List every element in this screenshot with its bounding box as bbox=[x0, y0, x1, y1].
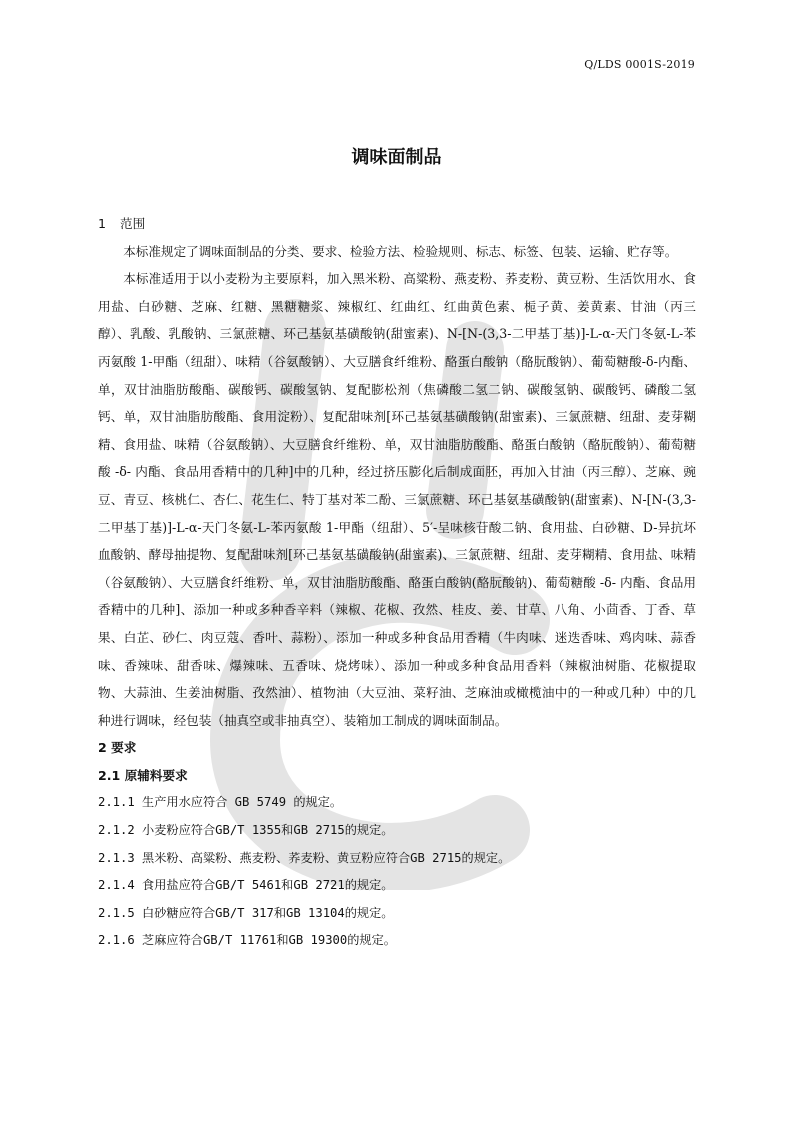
requirement-item: 2.1.5 白砂糖应符合GB/T 317和GB 13104的规定。 bbox=[98, 905, 394, 920]
section-2-1-heading: 2.1 原辅料要求 bbox=[98, 767, 188, 783]
section-1-number: 1 bbox=[98, 216, 107, 231]
requirement-item: 2.1.4 食用盐应符合GB/T 5461和GB 2721的规定。 bbox=[98, 878, 394, 893]
requirement-item: 2.1.2 小麦粉应符合GB/T 1355和GB 2715的规定。 bbox=[98, 823, 394, 838]
scope-paragraph-2: 本标准适用于以小麦粉为主要原料，加入黑米粉、高粱粉、燕麦粉、荞麦粉、黄豆粉、生活饮用水、食用盐、白砂糖、芝麻、红糖、黑糖糖浆、辣椒红、红曲红、红曲黄色素、栀子黄、姜黄素、甘油（丙三醇）、乳酸、乳酸钠、三氯蔗糖、环己基氨基磺酸钠(甜蜜素)、N-[N-(3,3-二甲基丁基)]-L-α-天门冬氨-L-苯丙氨酸 1-甲酯（纽甜）、味精（谷氨酸钠）、大豆膳食纤维粉、酪蛋白酸钠（酪朊酸钠）、葡萄糖酸-δ-内酯、单，双甘油脂肪酸酯、碳酸钙、碳酸氢钠、复配膨松剂（焦磷酸二氢二钠、碳酸氢钠、碳酸钙、磷酸二氢钙、单，双甘油脂肪酸酯、食用淀粉）、复配甜味剂[环己基氨基磺酸钠(甜蜜素)、三氯蔗糖、纽甜、麦芽糊精、食用盐、味精（谷氨酸钠）、大豆膳食纤维粉、单，双甘油脂肪酸酯、酪蛋白酸钠（酪朊酸钠）、葡萄糖酸 -δ- 内酯、食品用香精中的几种]中的几种，经过挤压膨化后制成面胚，再加入甘油（丙三醇）、芝麻、豌豆、青豆、核桃仁、杏仁、花生仁、特丁基对苯二酚、三氯蔗糖、环己基氨基磺酸钠(甜蜜素)、N-[N-(3,3-二甲基丁基)]-L-α-天门冬氨-L-苯丙氨酸 1-甲酯（纽甜）、5′-呈味核苷酸二钠、食用盐、白砂糖、D-异抗坏血酸钠、酵母抽提物、复配甜味剂[环己基氨基磺酸钠(甜蜜素)、三氯蔗糖、纽甜、麦芽糊精、食用盐、味精（谷氨酸钠）、大豆膳食纤维粉、单，双甘油脂肪酸酯、酪蛋白酸钠(酪朊酸钠)、葡萄糖酸 -δ- 内酯、食品用香精中的几种]、添加一种或多种香辛料（辣椒、花椒、孜然、桂皮、姜、甘草、八角、小茴香、丁香、草果、白芷、砂仁、肉豆蔻、香叶、蒜粉）、添加一种或多种食品用香精（牛肉味、迷迭香味、鸡肉味、蒜香味、香辣味、甜香味、爆辣味、五香味、烧烤味）、添加一种或多种食品用香料（辣椒油树脂、花椒提取物、大蒜油、生姜油树脂、孜然油）、植物油（大豆油、菜籽油、芝麻油或橄榄油中的一种或几种）中的几种进行调味，经包装（抽真空或非抽真空）、装箱加工制成的调味面制品。 bbox=[98, 271, 696, 728]
requirement-item: 2.1.6 芝麻应符合GB/T 11761和GB 19300的规定。 bbox=[98, 933, 396, 948]
document-title: 调味面制品 bbox=[351, 147, 442, 168]
document-body bbox=[98, 210, 696, 955]
section-1-heading bbox=[98, 210, 696, 238]
standard-code: Q/LDS 0001S-2019 bbox=[584, 58, 695, 71]
section-2-heading: 2 要求 bbox=[98, 740, 137, 756]
section-1-title: 范围 bbox=[120, 216, 146, 231]
requirement-item: 2.1.1 生产用水应符合 GB 5749 的规定。 bbox=[98, 795, 343, 810]
requirement-item: 2.1.3 黑米粉、高粱粉、燕麦粉、荞麦粉、黄豆粉应符合GB 2715的规定。 bbox=[98, 850, 511, 865]
scope-paragraph-1: 本标准规定了调味面制品的分类、要求、检验方法、检验规则、标志、标签、包装、运输、贮存等。 bbox=[123, 243, 678, 259]
